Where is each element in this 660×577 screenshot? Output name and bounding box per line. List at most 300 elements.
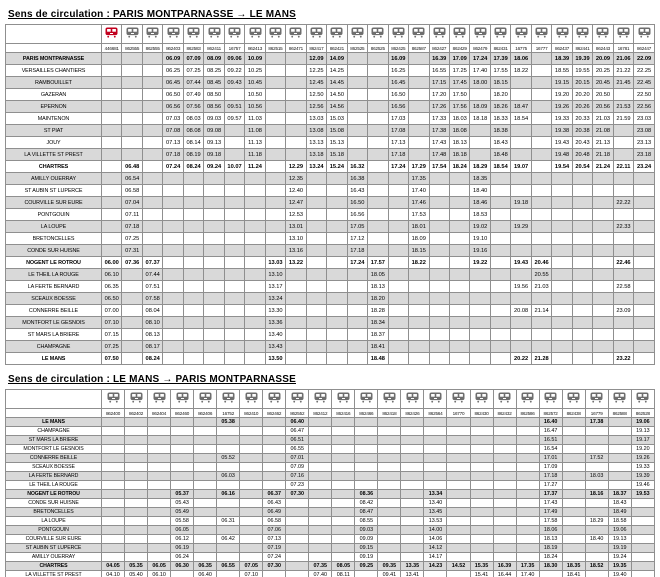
time-cell	[401, 490, 424, 499]
time-cell: 18.22	[409, 257, 429, 269]
time-cell	[572, 245, 592, 257]
time-cell	[552, 353, 572, 365]
time-cell	[142, 137, 162, 149]
station-name: MAINTENON	[6, 113, 102, 125]
time-cell	[217, 526, 240, 535]
time-cell	[327, 209, 347, 221]
time-cell	[355, 418, 378, 427]
time-cell	[429, 197, 449, 209]
time-cell	[409, 77, 429, 89]
time-cell	[608, 445, 631, 454]
train-number: 862552	[286, 409, 309, 418]
time-cell: 22.22	[613, 197, 633, 209]
time-cell	[148, 490, 171, 499]
station-row	[6, 454, 655, 463]
time-cell: 13.08	[306, 125, 326, 137]
time-cell	[531, 341, 551, 353]
train-icon	[556, 27, 569, 38]
time-cell: 18.15	[490, 77, 510, 89]
time-cell	[125, 436, 148, 445]
time-cell: 07.11	[122, 209, 142, 221]
time-cell: 19.43	[511, 257, 531, 269]
time-cell: 18.29	[585, 517, 608, 526]
time-cell: 16.47	[539, 427, 562, 436]
time-cell	[388, 293, 408, 305]
time-cell: 07.44	[183, 77, 203, 89]
time-cell: 18.52	[585, 562, 608, 571]
time-cell	[183, 221, 203, 233]
time-cell: 06.35	[102, 281, 122, 293]
train-number: 862438	[562, 409, 585, 418]
time-cell	[102, 463, 125, 472]
time-cell	[531, 125, 551, 137]
time-cell	[306, 353, 326, 365]
time-cell	[449, 185, 469, 197]
time-cell	[332, 436, 355, 445]
time-cell	[224, 293, 244, 305]
time-cell	[516, 553, 539, 562]
time-cell	[194, 454, 217, 463]
time-cell	[493, 436, 516, 445]
time-cell	[163, 197, 183, 209]
time-cell: 18.49	[608, 508, 631, 517]
time-cell	[163, 233, 183, 245]
time-cell: 19.35	[608, 562, 631, 571]
time-cell: 10.09	[245, 53, 265, 65]
time-cell	[240, 445, 263, 454]
time-cell	[572, 269, 592, 281]
station-name: AMILLY OUERRAY	[6, 173, 102, 185]
time-cell	[306, 305, 326, 317]
time-cell	[171, 427, 194, 436]
time-cell	[608, 418, 631, 427]
station-name: LA FERTE BERNARD	[6, 281, 102, 293]
time-cell	[125, 508, 148, 517]
time-cell	[572, 197, 592, 209]
time-cell: 22.58	[613, 281, 633, 293]
time-cell: 19.39	[572, 53, 592, 65]
time-cell	[552, 341, 572, 353]
train-number: 862525	[347, 44, 367, 53]
time-cell	[102, 161, 122, 173]
time-cell	[378, 418, 401, 427]
time-cell	[593, 197, 613, 209]
time-cell: 12.56	[306, 101, 326, 113]
time-cell	[332, 544, 355, 553]
train-icon	[596, 27, 609, 38]
time-cell	[368, 173, 388, 185]
time-cell	[217, 571, 240, 577]
time-cell	[122, 137, 142, 149]
time-cell	[531, 77, 551, 89]
time-cell: 16.32	[347, 161, 367, 173]
train-number: 862572	[539, 409, 562, 418]
train-number: 862429	[449, 44, 469, 53]
time-cell	[470, 517, 493, 526]
time-cell	[102, 508, 125, 517]
train-icon	[107, 392, 120, 403]
train-icon-cell	[409, 25, 429, 44]
time-cell	[245, 281, 265, 293]
time-cell: 21.45	[613, 77, 633, 89]
time-cell: 19.53	[631, 490, 654, 499]
time-cell	[378, 535, 401, 544]
time-cell	[516, 544, 539, 553]
time-cell: 19.13	[608, 535, 631, 544]
time-cell	[409, 101, 429, 113]
time-cell: 21.06	[613, 53, 633, 65]
time-cell	[470, 472, 493, 481]
time-cell	[531, 137, 551, 149]
time-cell	[204, 329, 224, 341]
train-icon	[617, 27, 630, 38]
station-row	[6, 209, 655, 221]
time-cell: 18.54	[490, 161, 510, 173]
train-icon	[249, 27, 262, 38]
time-cell	[183, 269, 203, 281]
time-cell: 18.43	[490, 137, 510, 149]
time-cell: 08.19	[183, 149, 203, 161]
station-name: LE MANS	[6, 418, 102, 427]
train-icon	[268, 392, 281, 403]
time-cell	[125, 553, 148, 562]
train-icon-cell	[516, 390, 539, 409]
time-cell	[347, 101, 367, 113]
train-icon	[187, 27, 200, 38]
time-cell	[125, 526, 148, 535]
time-cell	[511, 77, 531, 89]
time-cell	[447, 445, 470, 454]
time-cell: 06.12	[171, 535, 194, 544]
time-cell	[122, 269, 142, 281]
train-icon-cell	[286, 25, 306, 44]
time-cell	[552, 329, 572, 341]
time-cell	[449, 257, 469, 269]
train-icon-cell	[309, 390, 332, 409]
time-cell: 14.25	[327, 65, 347, 77]
time-cell: 18.37	[608, 490, 631, 499]
time-cell: 09.51	[224, 101, 244, 113]
time-cell	[562, 427, 585, 436]
train-icon-cell	[449, 25, 469, 44]
station-row	[6, 161, 655, 173]
time-cell	[378, 499, 401, 508]
time-cell	[516, 517, 539, 526]
time-cell: 12.29	[286, 161, 306, 173]
train-icon-cell	[552, 25, 572, 44]
time-cell	[148, 481, 171, 490]
time-cell	[265, 77, 285, 89]
time-cell: 13.50	[265, 353, 285, 365]
time-cell	[470, 353, 490, 365]
train-icon	[130, 392, 143, 403]
time-cell	[327, 257, 347, 269]
train-number: 862417	[306, 44, 326, 53]
time-cell: 13.40	[424, 499, 447, 508]
time-cell	[224, 149, 244, 161]
time-cell	[286, 149, 306, 161]
time-cell	[102, 245, 122, 257]
time-cell	[306, 245, 326, 257]
time-cell: 23.03	[634, 113, 655, 125]
station-row	[6, 185, 655, 197]
time-cell	[183, 329, 203, 341]
time-cell	[183, 293, 203, 305]
time-cell	[125, 427, 148, 436]
time-cell	[401, 481, 424, 490]
time-cell: 23.09	[613, 305, 633, 317]
time-cell	[263, 463, 286, 472]
time-cell	[449, 233, 469, 245]
time-cell	[470, 329, 490, 341]
time-cell	[245, 317, 265, 329]
time-cell: 20.46	[531, 257, 551, 269]
time-cell	[286, 329, 306, 341]
time-cell	[309, 445, 332, 454]
time-cell	[585, 427, 608, 436]
time-cell: 17.05	[347, 221, 367, 233]
time-cell	[493, 499, 516, 508]
time-cell: 19.33	[552, 113, 572, 125]
time-cell	[516, 535, 539, 544]
time-cell	[217, 544, 240, 553]
time-cell: 08.03	[183, 113, 203, 125]
time-cell: 08.10	[142, 317, 162, 329]
time-cell	[552, 257, 572, 269]
time-cell	[327, 233, 347, 245]
time-cell	[263, 472, 286, 481]
time-cell	[265, 89, 285, 101]
time-cell: 13.43	[265, 341, 285, 353]
station-row	[6, 329, 655, 341]
time-cell	[585, 436, 608, 445]
time-cell: 17.08	[388, 125, 408, 137]
time-cell	[102, 221, 122, 233]
train-icon-cell	[240, 390, 263, 409]
time-cell: 09.03	[355, 526, 378, 535]
train-number: 862406	[194, 409, 217, 418]
time-cell: 09.09	[355, 535, 378, 544]
time-cell	[470, 526, 493, 535]
time-cell: 18.13	[368, 281, 388, 293]
time-cell	[634, 209, 655, 221]
time-cell	[148, 499, 171, 508]
time-cell: 20.55	[531, 269, 551, 281]
time-cell	[125, 517, 148, 526]
time-cell	[347, 89, 367, 101]
time-cell	[429, 245, 449, 257]
train-icon-cell	[148, 390, 171, 409]
station-name: CHAMPAGNE	[6, 427, 102, 436]
time-cell	[368, 197, 388, 209]
time-cell	[388, 353, 408, 365]
time-cell	[204, 209, 224, 221]
time-cell: 08.14	[183, 137, 203, 149]
time-cell	[368, 209, 388, 221]
time-cell	[539, 571, 562, 577]
time-cell	[368, 101, 388, 113]
time-cell: 07.10	[240, 571, 263, 577]
time-cell	[593, 233, 613, 245]
time-cell: 17.38	[429, 125, 449, 137]
time-cell	[388, 257, 408, 269]
time-cell: 23.22	[613, 353, 633, 365]
train-number: 862479	[470, 44, 490, 53]
time-cell	[265, 185, 285, 197]
time-cell	[585, 445, 608, 454]
time-cell: 17.52	[585, 454, 608, 463]
train-number: 862583	[183, 44, 203, 53]
time-cell: 06.10	[148, 571, 171, 577]
time-cell	[309, 490, 332, 499]
time-cell	[148, 526, 171, 535]
time-cell: 17.29	[409, 161, 429, 173]
time-cell	[183, 257, 203, 269]
time-cell	[531, 53, 551, 65]
time-cell: 18.48	[368, 353, 388, 365]
time-cell	[490, 317, 510, 329]
time-cell: 18.00	[470, 77, 490, 89]
time-cell	[194, 472, 217, 481]
time-cell	[531, 293, 551, 305]
time-cell: 07.10	[102, 317, 122, 329]
train-icon-cell	[245, 25, 265, 44]
time-cell	[631, 526, 654, 535]
time-cell: 06.05	[171, 526, 194, 535]
time-cell: 07.35	[309, 562, 332, 571]
time-cell	[286, 269, 306, 281]
time-cell	[449, 269, 469, 281]
time-cell	[388, 245, 408, 257]
time-cell	[142, 53, 162, 65]
train-number: 16757	[224, 44, 244, 53]
time-cell	[148, 472, 171, 481]
time-cell	[490, 185, 510, 197]
time-cell	[240, 490, 263, 499]
station-name: PARIS MONTPARNASSE	[6, 53, 102, 65]
time-cell: 17.43	[429, 137, 449, 149]
time-cell	[171, 436, 194, 445]
time-cell: 18.41	[368, 341, 388, 353]
time-cell	[309, 463, 332, 472]
train-number: 862586	[516, 409, 539, 418]
time-cell	[429, 233, 449, 245]
time-cell: 18.09	[470, 101, 490, 113]
time-cell	[585, 508, 608, 517]
time-cell: 07.40	[309, 571, 332, 577]
time-cell	[347, 53, 367, 65]
time-cell	[327, 221, 347, 233]
time-cell: 19.46	[631, 481, 654, 490]
time-cell	[470, 281, 490, 293]
time-cell	[585, 463, 608, 472]
time-cell	[388, 305, 408, 317]
time-cell	[265, 149, 285, 161]
time-cell	[531, 245, 551, 257]
time-cell: 18.05	[368, 269, 388, 281]
time-cell: 09.35	[378, 562, 401, 571]
time-cell: 04.10	[102, 571, 125, 577]
time-cell	[531, 113, 551, 125]
station-row	[6, 517, 655, 526]
time-cell: 07.56	[183, 101, 203, 113]
time-cell	[613, 317, 633, 329]
time-cell: 13.10	[265, 269, 285, 281]
time-cell: 17.40	[516, 571, 539, 577]
time-cell	[493, 445, 516, 454]
time-cell: 18.54	[511, 113, 531, 125]
time-cell: 21.59	[613, 113, 633, 125]
time-cell	[516, 454, 539, 463]
time-cell	[171, 463, 194, 472]
train-icon-cell	[286, 390, 309, 409]
time-cell	[332, 445, 355, 454]
time-cell	[122, 317, 142, 329]
time-cell: 13.22	[286, 257, 306, 269]
time-cell	[593, 293, 613, 305]
time-cell	[424, 472, 447, 481]
time-cell: 20.08	[511, 305, 531, 317]
time-cell	[163, 209, 183, 221]
time-cell	[516, 445, 539, 454]
time-cell: 13.35	[401, 562, 424, 571]
train-icon-cell	[447, 390, 470, 409]
time-cell: 17.40	[409, 185, 429, 197]
train-icon	[153, 392, 166, 403]
station-row	[6, 281, 655, 293]
time-cell: 06.50	[163, 89, 183, 101]
time-cell: 16.54	[539, 445, 562, 454]
time-cell: 06.31	[217, 517, 240, 526]
time-cell: 18.33	[490, 113, 510, 125]
time-cell: 18.22	[511, 65, 531, 77]
time-cell: 19.55	[572, 65, 592, 77]
time-cell	[493, 508, 516, 517]
time-cell	[286, 553, 309, 562]
time-cell	[194, 463, 217, 472]
time-cell: 23.13	[634, 137, 655, 149]
time-cell: 17.24	[347, 257, 367, 269]
time-cell: 09.19	[355, 553, 378, 562]
time-cell	[171, 472, 194, 481]
train-icon	[351, 27, 364, 38]
time-cell	[401, 553, 424, 562]
time-cell	[142, 173, 162, 185]
time-cell	[388, 269, 408, 281]
time-cell	[593, 341, 613, 353]
time-cell	[572, 185, 592, 197]
time-cell	[240, 463, 263, 472]
time-cell	[429, 317, 449, 329]
time-cell: 14.09	[327, 53, 347, 65]
time-cell: 08.42	[355, 499, 378, 508]
time-cell	[286, 77, 306, 89]
time-cell	[217, 553, 240, 562]
time-cell: 19.54	[552, 161, 572, 173]
time-cell: 08.55	[355, 517, 378, 526]
time-cell	[217, 481, 240, 490]
time-cell	[368, 113, 388, 125]
time-cell	[424, 571, 447, 577]
time-cell: 18.46	[470, 197, 490, 209]
train-icon	[176, 392, 189, 403]
time-cell	[401, 418, 424, 427]
time-cell: 18.28	[368, 305, 388, 317]
time-cell	[613, 329, 633, 341]
time-cell	[142, 197, 162, 209]
time-cell: 07.25	[183, 65, 203, 77]
time-cell	[572, 317, 592, 329]
